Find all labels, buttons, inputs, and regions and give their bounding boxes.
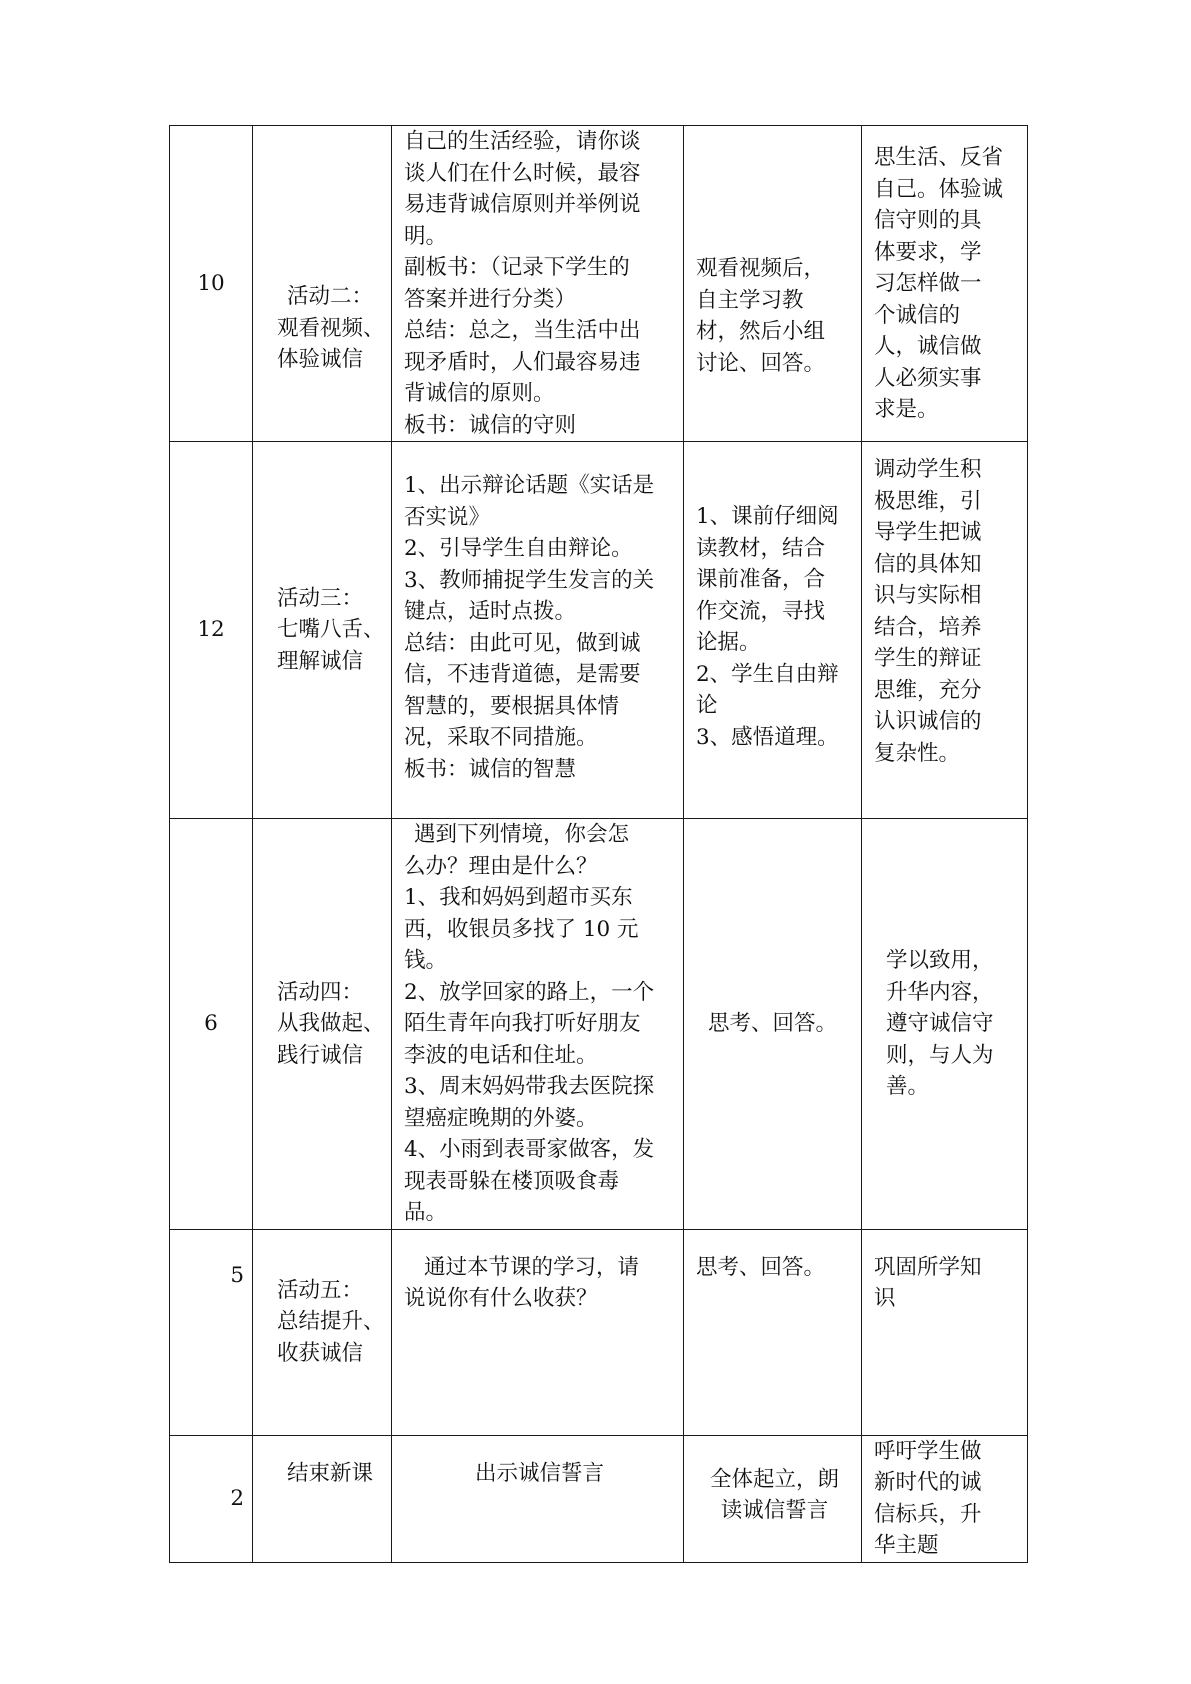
design-intent-cell [862,1435,1028,1562]
time-minutes: 5 [230,1262,244,1288]
intent-line: 则，与人为 [886,1042,994,1068]
intent-line: 极思维，引 [874,488,982,514]
time-cell [170,126,253,442]
teacher-line: 谈人们在什么时候，最容 [404,160,641,186]
teacher-line: 明。 [404,223,448,249]
student-line: 读教材，结合 [696,535,826,561]
teacher-line: 说说你有什么收获？ [404,1286,598,1311]
teacher-line: 出示诚信誓言 [474,1460,604,1486]
teacher-activity-cell [392,442,684,819]
activity-line: 体验诚信 [277,347,364,373]
teacher-line: 3、周末妈妈带我去医院探 [404,1074,655,1099]
table-row [170,442,1028,819]
student-activity-cell [684,126,862,442]
student-line: 课前准备，合 [696,567,826,592]
teacher-line: 自己的生活经验，请你谈 [404,129,641,154]
activity-line: 总结提升、 [277,1309,385,1334]
intent-line: 认识诚信的 [874,709,982,734]
intent-line: 复杂性。 [874,740,961,766]
student-line: 2、学生自由辩 [696,661,839,687]
student-line: 读诚信誓言 [720,1498,829,1523]
activity-line: 活动四： [277,979,364,1005]
design-intent-cell [862,126,1028,442]
teacher-line: 背诚信的原则。 [404,381,555,406]
intent-line: 思生活、反省 [874,145,1004,170]
intent-line: 善。 [886,1074,930,1099]
student-activity-cell [684,1435,862,1562]
teacher-line: 西，收银员多找了 10 元 [404,916,639,942]
intent-line: 人必须实事 [874,365,982,391]
teacher-line: 信，不违背道德，是需要 [404,662,641,687]
teacher-line: 望癌症晚期的外婆。 [404,1105,598,1131]
intent-line: 学生的辩证 [874,646,982,671]
intent-line: 求是。 [874,397,939,422]
teacher-line: 智慧的，要根据具体情 [404,693,620,719]
activity-line: 结束新课 [287,1460,374,1486]
teacher-line: 1、我和妈妈到超市买东 [404,885,633,910]
teacher-line: 2、引导学生自由辩论。 [404,536,633,561]
intent-line: 调动学生积 [874,457,982,482]
student-line: 思考、回答。 [696,1254,826,1280]
time-minutes: 10 [197,270,225,296]
student-activity-cell [684,1229,862,1435]
design-intent-cell [862,442,1028,819]
activity-line: 从我做起、 [277,1011,385,1036]
teacher-line: 通过本节课的学习，请 [424,1254,640,1280]
student-activity-cell [684,442,862,819]
teacher-line: 况，采取不同措施。 [404,725,598,750]
design-intent-cell [862,1229,1028,1435]
table-row [170,1435,1028,1562]
intent-line: 呼吁学生做 [874,1438,982,1464]
student-line: 3、感悟道理。 [696,724,839,750]
intent-line: 遵守诚信守 [886,1011,994,1036]
teacher-line: 现矛盾时，人们最容易违 [404,349,641,375]
teacher-activity-cell [392,126,684,442]
teacher-line: 2、放学回家的路上，一个 [404,979,655,1005]
time-minutes: 2 [230,1485,244,1511]
intent-line: 导学生把诚 [874,520,982,545]
teacher-line: 陌生青年向我打听好朋友 [404,1011,641,1036]
teacher-activity-cell [392,819,684,1230]
table-row [170,126,1028,442]
teacher-line: 否实说》 [404,504,491,530]
time-minutes: 6 [204,1011,218,1036]
teacher-line: 现表哥躲在楼顶吸食毒 [404,1168,620,1194]
table-row [170,1229,1028,1435]
teacher-line: 4、小雨到表哥家做客，发 [404,1137,655,1162]
activity-line: 收获诚信 [277,1340,364,1366]
intent-line: 结合，培养 [874,614,982,640]
intent-line: 学以致用， [886,948,994,973]
activity-cell [253,1229,392,1435]
time-cell [170,1435,253,1562]
teacher-line: 易违背诚信原则并举例说 [404,192,641,217]
student-line: 1、课前仔细阅 [696,504,839,529]
intent-line: 新时代的诚 [874,1470,982,1495]
intent-line: 华主题 [874,1533,939,1558]
teacher-activity-cell [392,1435,684,1562]
teacher-line: 品。 [404,1200,448,1225]
intent-line: 信守则的具 [874,208,982,233]
intent-line: 信标兵，升 [874,1501,982,1527]
teacher-line: 板书：诚信的守则 [404,412,577,438]
student-line: 论 [696,693,718,718]
teacher-line: 副板书：（记录下学生的 [404,255,630,280]
teacher-line: 答案并进行分类） [404,286,577,312]
student-line: 作交流，寻找 [696,598,826,624]
intent-line: 自己。体验诚 [874,176,1004,202]
lesson-plan-table [169,125,1028,1563]
teacher-line: 遇到下列情境，你会怎 [414,822,630,847]
student-line: 材，然后小组 [696,319,826,344]
teacher-line: 3、教师捕捉学生发言的关 [404,567,655,593]
activity-cell [253,126,392,442]
time-cell [170,442,253,819]
activity-cell [253,819,392,1230]
student-line: 全体起立，朗 [709,1466,839,1492]
teacher-line: 总结：总之，当生活中出 [404,318,641,343]
student-line: 观看视频后， [696,256,826,281]
activity-line: 践行诚信 [277,1042,364,1068]
activity-line: 活动五： [277,1277,364,1303]
activity-cell [253,442,392,819]
activity-line: 七嘴八舌、 [277,617,385,643]
teacher-line: 钱。 [404,948,448,973]
design-intent-cell [862,819,1028,1230]
intent-line: 巩固所学知 [874,1254,982,1280]
teacher-line: 键点，适时点拨。 [404,599,577,624]
time-cell [170,819,253,1230]
intent-line: 识与实际相 [874,583,982,608]
intent-line: 人，诚信做 [874,334,982,359]
activity-line: 理解诚信 [277,648,364,674]
time-minutes: 12 [197,617,225,643]
intent-line: 体要求，学 [874,239,982,265]
intent-line: 习怎样做一 [874,271,982,296]
teacher-line: 1、出示辩论话题《实话是 [404,473,655,498]
activity-cell [253,1435,392,1562]
activity-line: 观看视频、 [277,315,385,341]
student-line: 自主学习教 [696,287,804,313]
time-cell [170,1229,253,1435]
student-line: 思考、回答。 [708,1011,838,1036]
intent-line: 升华内容， [886,979,994,1005]
student-activity-cell [684,819,862,1230]
teacher-line: 板书：诚信的智慧 [404,756,577,782]
teacher-line: 总结：由此可见，做到诚 [404,630,641,656]
intent-line: 个诚信的 [874,302,961,328]
table-row [170,819,1028,1230]
activity-line: 活动三： [277,585,364,611]
teacher-line: 么办？理由是什么？ [404,853,598,879]
activity-line: 活动二： [287,284,374,310]
student-line: 论据。 [696,630,761,655]
student-line: 讨论、回答。 [696,350,826,376]
intent-line: 思维，充分 [874,677,982,703]
intent-line: 识 [874,1286,896,1311]
teacher-activity-cell [392,1229,684,1435]
teacher-line: 李波的电话和住址。 [404,1042,598,1068]
intent-line: 信的具体知 [874,551,982,577]
